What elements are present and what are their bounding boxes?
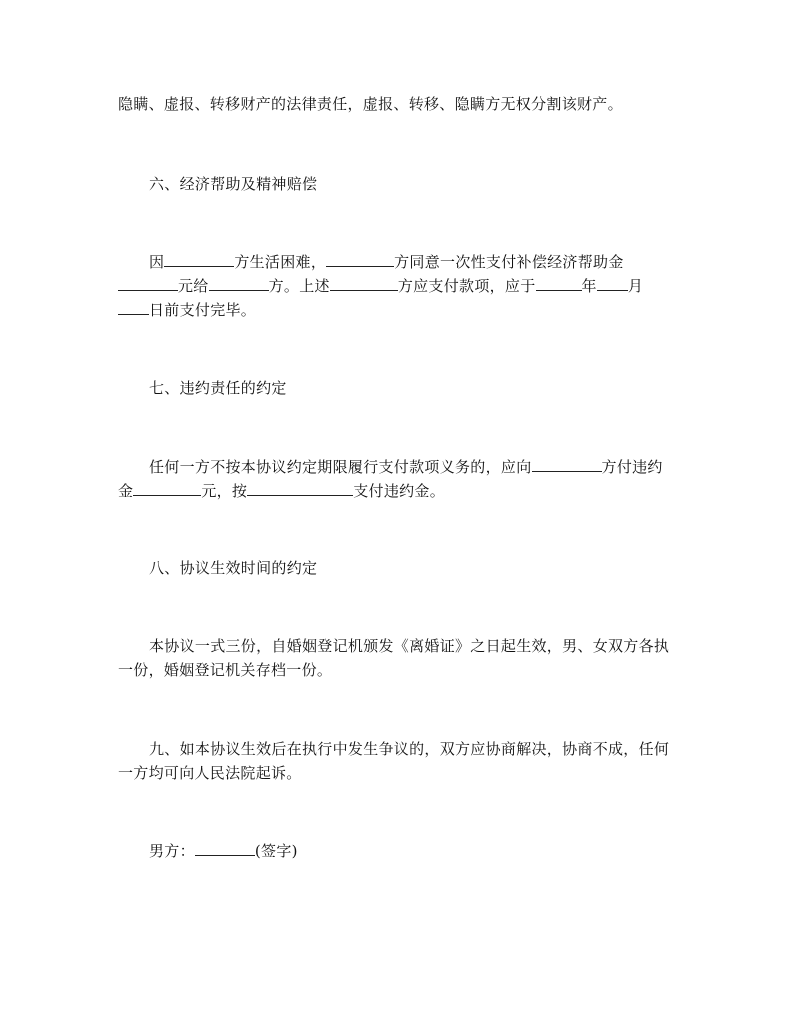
section-6-paragraph-line-3: 日前支付完毕。 <box>118 300 256 320</box>
section-7-paragraph-line-2: 金 元，按 支付违约金。 <box>118 482 446 500</box>
section-7-paragraph-line-1: 任何一方不按本协议约定期限履行支付款项义务的，应向 方付违约 <box>149 458 663 476</box>
blank-year <box>536 276 582 291</box>
section-8-heading: 八、协议生效时间的约定 <box>149 559 318 577</box>
blank-month <box>597 276 628 291</box>
blank-party <box>532 457 602 472</box>
signature-blank <box>195 841 255 856</box>
blank-day <box>118 300 149 315</box>
section-9-paragraph-line-2: 一方均可向人民法院起诉。 <box>118 764 302 782</box>
section-7-heading: 七、违约责任的约定 <box>149 379 287 397</box>
blank-party <box>330 276 398 291</box>
section-6-heading: 六、经济帮助及精神赔偿 <box>149 175 318 193</box>
blank-party <box>209 276 269 291</box>
section-6-paragraph-line-1: 因 方生活困难， 方同意一次性支付补偿经济帮助金 <box>149 253 624 271</box>
section-9-paragraph-line-1: 九、如本协议生效后在执行中发生争议的，双方应协商解决，协商不成，任何 <box>149 740 670 758</box>
blank-amount <box>118 276 178 291</box>
blank-party <box>326 252 394 267</box>
section-8-paragraph-line-2: 一份，婚姻登记机关存档一份。 <box>118 661 333 679</box>
section-6-paragraph-line-2: 元给 方。上述 方应支付款项，应于 年 月 <box>118 276 643 296</box>
blank-party <box>164 252 234 267</box>
paragraph-property-liability: 隐瞒、虚报、转移财产的法律责任，虚报、转移、隐瞒方无权分割该财产。 <box>118 95 623 113</box>
signature-line-male: 男方： (签字) <box>149 842 298 860</box>
section-8-paragraph-line-1: 本协议一式三份，自婚姻登记机颁发《离婚证》之日起生效，男、女双方各执 <box>149 637 670 655</box>
blank-amount <box>133 481 201 496</box>
blank-rule <box>247 481 353 496</box>
